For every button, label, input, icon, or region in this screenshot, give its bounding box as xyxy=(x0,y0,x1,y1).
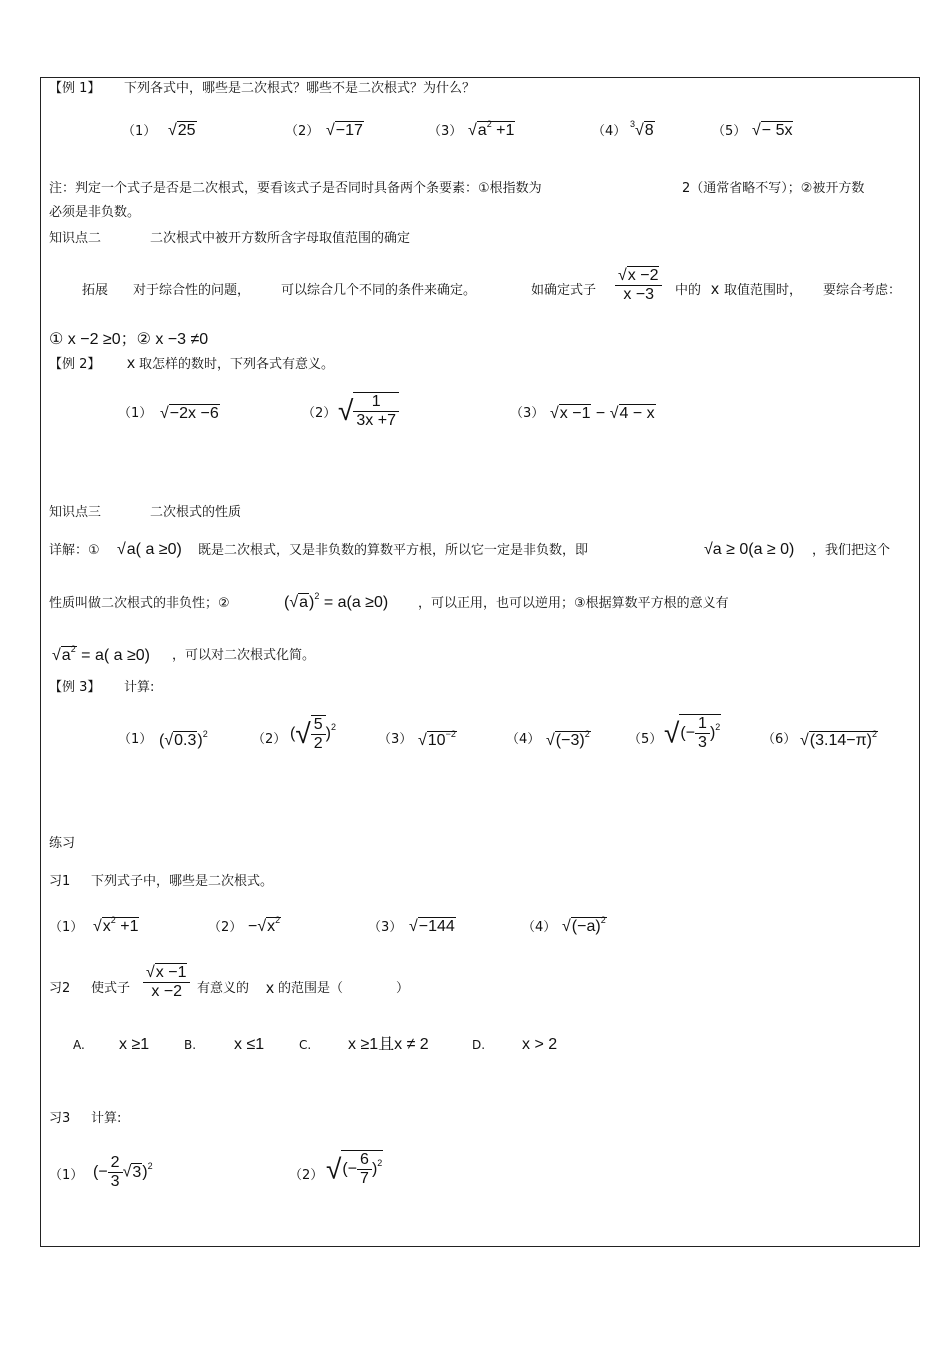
practice-q2-fraction: $\frac{√x -1}{x -2}$ xyxy=(143,963,190,1001)
ex2-label: 【例 2】 xyxy=(49,357,101,372)
expand-fraction: $\frac{√x -2}{x -3}$ xyxy=(615,266,662,304)
expand-label: 拓展 xyxy=(82,283,109,298)
ex2-question: 取怎样的数时，下列各式有意义。 xyxy=(139,357,335,372)
detail-text1: 既是二次根式，又是非负数的算数平方根，所以它一定是非负数，即 xyxy=(198,543,589,558)
option-a-value[interactable]: x ≥1 xyxy=(119,1036,150,1053)
expand-conditions: ① x −2 ≥0；② x −3 ≠0 xyxy=(49,331,209,348)
kp3-title: 二次根式的性质 xyxy=(150,505,242,520)
option-d-value[interactable]: x > 2 xyxy=(522,1036,558,1053)
detail-expr2: √a ≥ 0(a ≥ 0) xyxy=(704,541,795,558)
ex3-item1-num: （1） xyxy=(118,732,153,747)
practice-label: 练习 xyxy=(49,836,76,851)
practice-q1-item3-expr: √−144 xyxy=(409,918,455,935)
ex3-item6-expr: $√(3.14-\pi)^2$ xyxy=(800,729,877,749)
practice-q3-item1-expr: (− $\frac{2}{3}$ √3)$^2$ xyxy=(93,1154,153,1190)
note-line1-b: 2（通常省略不写）；②被开方数 xyxy=(682,181,865,196)
ex1-item3-expr: $√a^2 +1$ xyxy=(468,119,515,139)
expand-var: x xyxy=(711,281,719,298)
expand-text-f: 要综合考虑： xyxy=(823,283,902,298)
note-line1-a: 注：判定一个式子是否是二次根式，要看该式子是否同时具备两个条要素：①根指数为 xyxy=(49,181,542,196)
detail-expr1: √a( a ≥0) xyxy=(117,541,182,558)
practice-q3-item1-num: （1） xyxy=(49,1168,84,1183)
ex1-item2-expr: √−17 xyxy=(326,122,363,139)
practice-q2-text-d: ） xyxy=(396,981,410,996)
note-line2: 必须是非负数。 xyxy=(49,205,141,220)
practice-q1-label: 习1 xyxy=(49,874,71,889)
detail-expr4: $√a^2 = a$( a ≥0) xyxy=(52,644,150,664)
practice-q1-item2-num: （2） xyxy=(208,920,243,935)
ex1-item4-expr: $^3$√8 xyxy=(630,119,654,139)
practice-q1-item1-num: （1） xyxy=(49,920,84,935)
ex3-item4-expr: $√(-3)^2$ xyxy=(546,729,590,749)
practice-q2-text-b: 有意义的 xyxy=(197,981,250,996)
ex1-item2-num: （2） xyxy=(285,124,320,139)
ex2-item3-expr: √x −1 − √4 − x xyxy=(550,405,655,422)
practice-q3-text: 计算: xyxy=(91,1111,122,1126)
practice-q2-label: 习2 xyxy=(49,981,71,996)
ex3-label: 【例 3】 xyxy=(49,680,101,695)
practice-q3-item2-num: （2） xyxy=(289,1168,324,1183)
expand-text-c: 如确定式子 xyxy=(531,283,597,298)
kp3-label: 知识点三 xyxy=(49,505,102,520)
ex2-item2-expr: √ $\frac{1}{3x +7}$ xyxy=(338,392,399,430)
expand-text-b: 可以综合几个不同的条件来确定。 xyxy=(281,283,477,298)
ex1-item5-num: （5） xyxy=(712,124,747,139)
practice-q1-text: 下列式子中，哪些是二次根式。 xyxy=(91,874,274,889)
ex3-item5-expr: √(− $\frac{1}{3}$ )$^2$ xyxy=(664,715,721,751)
expand-text-a: 对于综合性的问题， xyxy=(133,283,251,298)
ex1-item3-num: （3） xyxy=(428,124,463,139)
detail-label: 详解：① xyxy=(49,543,100,558)
ex1-question: 下列各式中，哪些是二次根式？哪些不是二次根式？为什么？ xyxy=(124,81,476,96)
ex3-question: 计算: xyxy=(124,680,155,695)
option-d-letter[interactable]: D. xyxy=(472,1038,486,1052)
ex3-item1-expr: $(√0.3)^2$ xyxy=(159,729,208,749)
practice-q2-text-c: 的范围是（ xyxy=(278,981,344,996)
practice-q2-text-a: 使式子 xyxy=(91,981,131,996)
practice-q1-item2-expr: $-√x^2$ xyxy=(248,915,281,935)
ex1-item4-num: （4） xyxy=(592,124,627,139)
practice-q1-item4-num: （4） xyxy=(522,920,557,935)
ex2-item3-num: （3） xyxy=(510,406,545,421)
ex1-label: 【例 1】 xyxy=(49,81,101,96)
kp2-title: 二次根式中被开方数所含字母取值范围的确定 xyxy=(150,231,411,246)
practice-q1-item3-num: （3） xyxy=(368,920,403,935)
ex3-item5-num: （5） xyxy=(628,732,663,747)
ex2-item1-num: （1） xyxy=(118,406,153,421)
ex1-item1-num: （1） xyxy=(122,124,157,139)
practice-q1-item4-expr: $√(-a)^2$ xyxy=(562,915,606,935)
option-b-value[interactable]: x ≤1 xyxy=(234,1036,265,1053)
expand-text-d: 中的 xyxy=(675,283,702,298)
ex2-item1-expr: √−2x −6 xyxy=(160,405,219,422)
ex1-item5-expr: √− 5x xyxy=(752,122,793,139)
kp2-label: 知识点二 xyxy=(49,231,102,246)
option-c-value[interactable]: x ≥1且x ≠ 2 xyxy=(348,1036,429,1053)
ex3-item2-expr: (√ $\frac{5}{2}$ )$^2$ xyxy=(290,716,336,752)
option-c-letter[interactable]: C. xyxy=(299,1038,312,1052)
ex3-item3-num: （3） xyxy=(378,732,413,747)
ex2-item2-num: （2） xyxy=(302,406,337,421)
practice-q3-item2-expr: √(− $\frac{6}{7}$ )$^2$ xyxy=(326,1151,383,1187)
option-b-letter[interactable]: B. xyxy=(184,1038,197,1052)
expand-text-e: 取值范围时， xyxy=(724,283,803,298)
detail-text3: 性质叫做二次根式的非负性；② xyxy=(49,596,230,611)
detail-text4: ，可以正用，也可以逆用；③根据算数平方根的意义有 xyxy=(418,596,729,611)
practice-q1-item1-expr: $√x^2 +1$ xyxy=(93,915,139,935)
ex3-item4-num: （4） xyxy=(506,732,541,747)
practice-q2-var: x xyxy=(266,980,274,997)
practice-q3-label: 习3 xyxy=(49,1111,71,1126)
detail-expr3: $(√a)^2 = a(a \ge 0)$ xyxy=(284,591,389,611)
option-a-letter[interactable]: A. xyxy=(73,1038,85,1052)
ex1-item1-expr: √25 xyxy=(168,122,196,139)
detail-text2: ，我们把这个 xyxy=(812,543,891,558)
detail-text5: ，可以对二次根式化简。 xyxy=(172,648,316,663)
ex3-item2-num: （2） xyxy=(252,732,287,747)
ex3-item6-num: （6） xyxy=(762,732,797,747)
ex2-var: x xyxy=(127,355,135,372)
ex3-item3-expr: $√10^{-2}$ xyxy=(418,729,456,749)
